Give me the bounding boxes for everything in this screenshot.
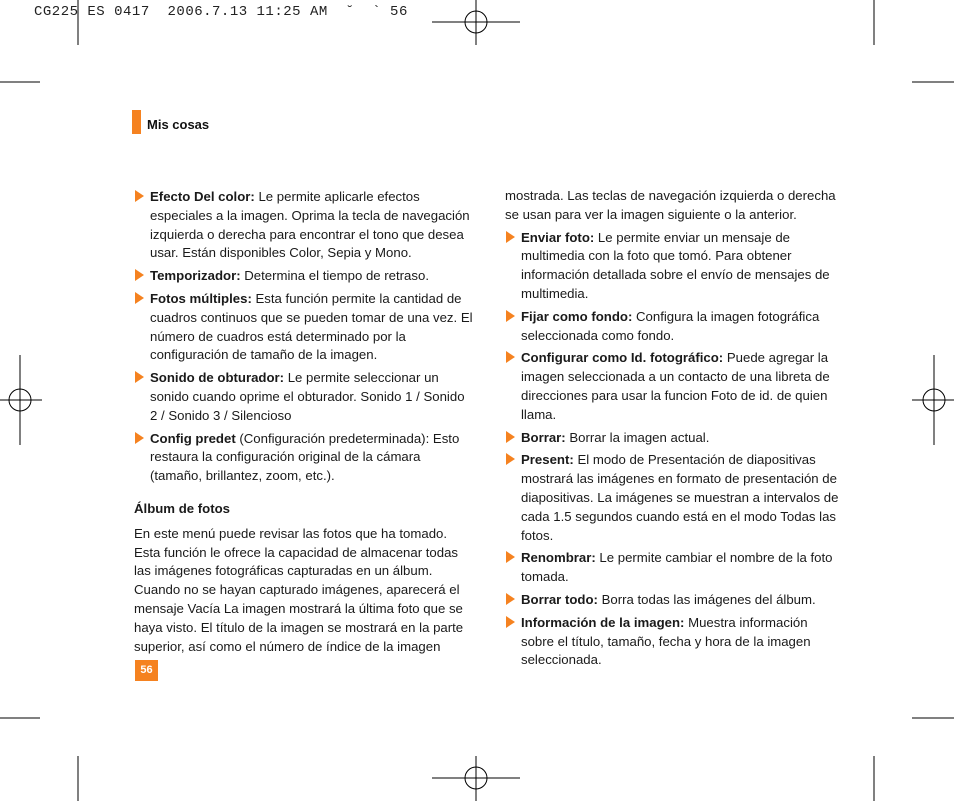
section-accent-bar bbox=[132, 110, 141, 134]
bullet-present bbox=[505, 451, 840, 545]
bullet-fotos-multiples bbox=[134, 290, 474, 365]
bullet-borrar bbox=[505, 429, 840, 448]
bullet-term: Temporizador: bbox=[150, 268, 241, 284]
right-column bbox=[505, 187, 840, 674]
arrow-bullet-icon bbox=[135, 432, 144, 444]
bullet-term: Sonido de obturador: bbox=[150, 370, 285, 386]
bullet-text: Le permite cambiar el nombre de la foto tomada. bbox=[521, 550, 833, 585]
bullet-term: Efecto Del color: bbox=[150, 189, 255, 204]
arrow-bullet-icon bbox=[506, 431, 515, 443]
arrow-bullet-icon bbox=[506, 551, 515, 563]
bullet-text: Le permite seleccionar un sonido cuando oprime el obturador. Sonido 1 / Sonido 2 / Sonido 3 / Silencioso bbox=[150, 370, 465, 423]
bullet-term: Present: bbox=[521, 452, 574, 468]
bullet-text: Borra todas las imágenes del álbum. bbox=[597, 591, 816, 607]
bullet-temporizador bbox=[134, 267, 474, 286]
bullet-term: Renombrar: bbox=[521, 550, 596, 566]
arrow-bullet-icon bbox=[506, 351, 515, 363]
print-header: CG225 ES 0417 2006.7.13 11:25 AM ˘ ` 56 bbox=[34, 4, 408, 20]
bullet-fijar-como-fondo bbox=[505, 308, 840, 346]
bullet-term: Configurar como Id. fotográfico: bbox=[521, 350, 724, 366]
arrow-bullet-icon bbox=[506, 616, 515, 628]
bullet-text: Esta función permite la cantidad de cuadros continuos que se pueden tomar de una vez. El número de cuadros está determinado por la configuración de tamaño de la imagen. bbox=[150, 290, 473, 363]
bullet-term: Config predet bbox=[150, 430, 236, 446]
arrow-bullet-icon bbox=[506, 453, 515, 465]
arrow-bullet-icon bbox=[506, 231, 515, 243]
bullet-text: (Configuración predeterminada): Esto restaura la configuración original de la cámara (tamaño, brillantez, zoom, etc.). bbox=[150, 430, 460, 484]
arrow-bullet-icon bbox=[135, 269, 144, 281]
album-paragraph: En este menú puede revisar las fotos que ha tomado. Esta función le ofrece la capacidad de almacenar todas las imágenes fotográficas capturadas en un álbum. Cuando no se hayan capturado imágenes, aparecerá el mensaje Vacía La imagen mostrará la última foto que se haya visto. El título de la imagen se mostrará en la parte superior, así como el número de índice de la imagen bbox=[134, 525, 464, 654]
arrow-bullet-icon bbox=[135, 292, 144, 304]
bullet-term: Información de la imagen: bbox=[521, 614, 685, 630]
bullet-borrar-todo bbox=[505, 591, 840, 610]
bullet-text: Le permite aplicarle efectos especiales a la imagen. Oprima la tecla de navegación izquierda o derecha para encontrar el tono que desea usar. Están disponibles Color, Sepia y Mono. bbox=[150, 189, 470, 261]
bullet-renombrar bbox=[505, 549, 840, 587]
bullet-sonido-de-obturador bbox=[134, 369, 474, 425]
bullet-term: Enviar foto: bbox=[521, 229, 595, 245]
arrow-bullet-icon bbox=[135, 371, 144, 383]
arrow-bullet-icon bbox=[506, 310, 515, 322]
left-column bbox=[134, 188, 474, 656]
bullet-text: Muestra información sobre el título, tamaño, fecha y hora de la imagen seleccionada. bbox=[521, 614, 811, 668]
subheading-album-de-fotos: Álbum de fotos bbox=[134, 500, 230, 516]
bullet-efecto-del-color bbox=[134, 188, 474, 263]
bullet-text: El modo de Presentación de diapositivas mostrará las imágenes en formato de presentación de diapositivas. La imágenes se muestran a intervalos de cada 1.5 segundos cuando está en el modo Todas las fotos. bbox=[521, 452, 839, 543]
section-title: Mis cosas bbox=[147, 117, 210, 132]
bullet-text: Puede agregar la imagen seleccionada a un contacto de una libreta de direcciones para usar la funcion Foto de id. de quien llama. bbox=[521, 350, 830, 422]
bullet-config-predet bbox=[134, 430, 474, 486]
arrow-bullet-icon bbox=[506, 593, 515, 605]
continuation-paragraph: mostrada. Las teclas de navegación izquierda o derecha se usan para ver la imagen siguiente o la anterior. bbox=[505, 188, 836, 222]
bullet-term: Fijar como fondo: bbox=[521, 308, 633, 324]
bullet-informacion-de-la-imagen bbox=[505, 614, 840, 670]
arrow-bullet-icon bbox=[135, 190, 144, 202]
bullet-text: Le permite enviar un mensaje de multimedia con la foto que tomó. Para obtener información detallada sobre el envío de mensajes de multimedia. bbox=[521, 229, 830, 301]
bullet-term: Borrar: bbox=[521, 429, 566, 445]
bullet-text: Configura la imagen fotográfica seleccionada como fondo. bbox=[521, 308, 820, 343]
bullet-configurar-como-id bbox=[505, 349, 840, 424]
bullet-enviar-foto bbox=[505, 229, 840, 304]
page-number-badge: 56 bbox=[135, 660, 158, 681]
bullet-text: Determina el tiempo de retraso. bbox=[240, 268, 429, 284]
bullet-term: Fotos múltiples: bbox=[150, 290, 252, 306]
bullet-text: Borrar la imagen actual. bbox=[565, 429, 710, 445]
bullet-term: Borrar todo: bbox=[521, 591, 598, 607]
